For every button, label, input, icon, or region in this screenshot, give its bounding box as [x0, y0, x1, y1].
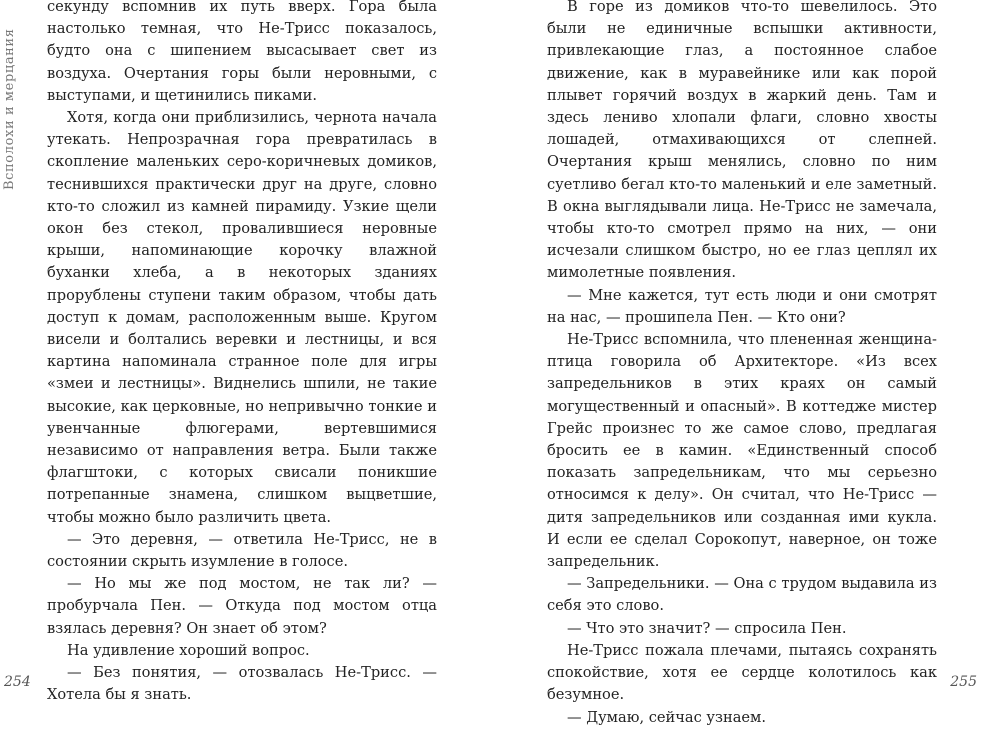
paragraph: — Без понятия, — отозвалась Не-Трисс. — Хотела бы я знать. [47, 664, 437, 704]
paragraph: — Но мы же под мостом, не так ли? — пробурчала Пен. — Откуда под мостом отца взялась деревня? Он знает об этом? [47, 575, 437, 637]
paragraph: Хотя, когда они приблизились, чернота начала утекать. Непрозрачная гора превратилась в скопление маленьких серо-коричневых домиков, теснившихся практически друг на друге, словно кто-то сложил из камней пирамиду. Узкие щели окон без стекол, провалившиеся неровные крыши, напоминающие корочку влажной буханки хлеба, а в некоторых зданиях прорублены ступени таким образом, чтобы дать доступ к домам, расположенным выше. Кругом висели и болтались веревки и лестницы, и вся картина напоминала странное поле для игры «змеи и лестницы». Виднелись шпили, не такие высокие, как церковные, но непривычно тонкие и увенчанные флюгерами, вертевшимися независимо от направления ветра. Были также флагштоки, с которых свисали поникшие потрепанные знамена, слишком выцветшие, чтобы можно было различить цвета. [47, 109, 437, 526]
paragraph: Не-Трисс пожала плечами, пытаясь сохранять спокойствие, хотя ее сердце колотилось как безумное. [547, 641, 937, 704]
paragraph: Не-Трисс вспомнила, что плененная женщина-птица говорила об Архитекторе. «Из всех запредельников в этих краях он самый могущественный и опасный». В коттедже мистер Грейс произнес то же самое слово, предлагая бросить ее в камин. «Единственный способ показать запредельникам, что мы серьезно относимся к делу». Он считал, что Не-Трисс — дитя запредельников или созданная ими кукла. И если ее сделал Сорокопут, наверное, он тоже запредельник. [547, 331, 937, 571]
paragraph: — Думаю, сейчас узнаем. [567, 708, 767, 726]
paragraph: — Это деревня, — ответила Не-Трисс, не в состоянии скрыть изумление в голосе. [47, 530, 437, 571]
paragraph: — Мне кажется, тут есть люди и они смотрят на нас, — прошипела Пен. — Кто они? [547, 286, 937, 326]
running-head: Всполохи и мерцания [2, 28, 17, 190]
left-text-column [47, 0, 437, 707]
paragraph: На удивление хороший вопрос. [67, 641, 310, 659]
paragraph: В горе из домиков что-то шевелилось. Это были не единичные вспышки активности, привлекающие глаз, а постоянное слабое движение, как в муравейнике или как порой плывет горячий воздух в жаркий день. Там и здесь лениво хлопали флаги, словно хвосты лошадей, отмахивающихся от слепней. Очертания крыш менялись, словно по ним суетливо бегал кто-то маленький и еле заметный. В окна выглядывали лица. Не-Трисс не замечала, чтобы кто-то смотрел прямо на них, — они исчезали слишком быстро, но ее глаз цеплял их мимолетные появления. [547, 0, 937, 282]
paragraph: — Запредельники. — Она с трудом выдавила из себя это слово. [547, 575, 937, 615]
paragraph: — Что это значит? — спросила Пен. [567, 619, 847, 637]
right-page [492, 0, 985, 726]
page-number-right: 255 [950, 674, 977, 690]
right-text-column [547, 0, 937, 729]
left-page [0, 0, 492, 704]
paragraph: секунду вспомнив их путь вверх. Гора была настолько темная, что Не-Трисс показалось, будто она с шипением высасывает свет из воздуха. Очертания горы были неровными, с выступами, и щетинились пиками. [47, 0, 437, 104]
page-number-left: 254 [4, 674, 31, 690]
